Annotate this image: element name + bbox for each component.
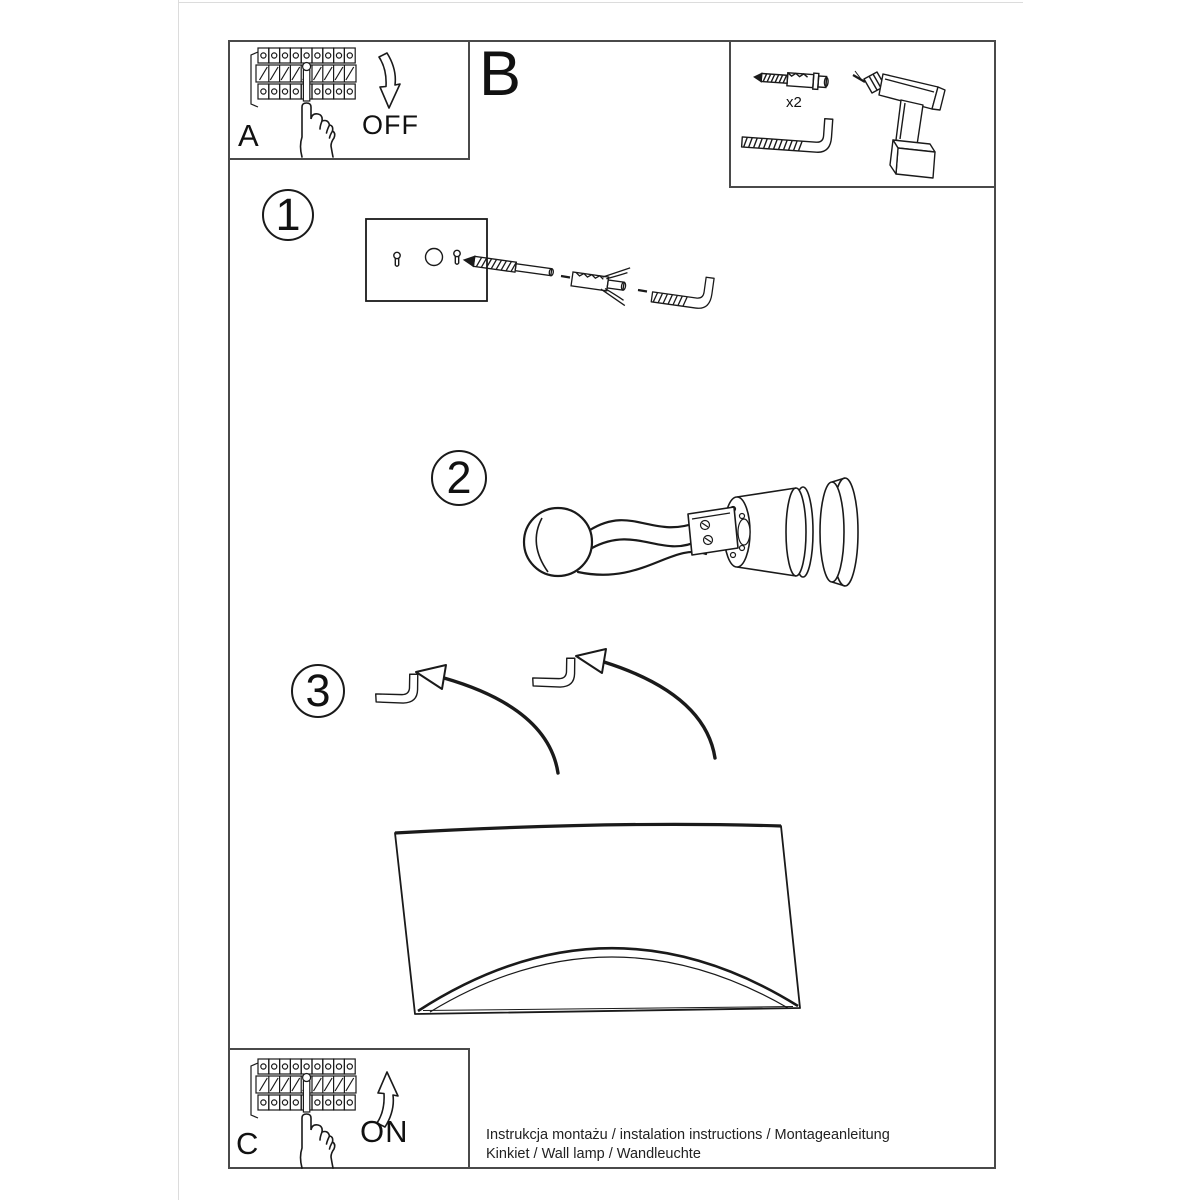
step-1-illustration — [358, 210, 788, 320]
assembly-dash-2 — [638, 290, 647, 292]
screw-icon — [463, 255, 554, 277]
page-edge-left — [178, 0, 179, 1200]
quantity-label: x2 — [786, 94, 802, 111]
cordless-drill-icon — [853, 71, 945, 178]
step-3-badge — [291, 664, 345, 718]
page-edge-top — [178, 2, 1023, 3]
wall-plug-anchor-icon — [754, 69, 829, 90]
hook-screw-icon — [742, 113, 833, 153]
hook-screw-icon — [375, 674, 419, 705]
step-2-number: 2 — [446, 452, 472, 503]
circuit-breaker-panel-icon — [251, 48, 356, 107]
pointing-hand-icon — [301, 103, 335, 157]
footer-title-line-2: Kinkiet / Wall lamp / Wandleuchte — [486, 1146, 701, 1162]
parts-illustration — [733, 43, 996, 187]
step-1-number: 1 — [275, 189, 301, 240]
power-off-label: OFF — [362, 110, 419, 140]
wires-drawing — [578, 520, 706, 575]
wall-plug-icon — [569, 260, 630, 305]
assembly-dash-1 — [561, 276, 570, 278]
wall-lamp-illustration — [388, 818, 818, 1023]
step-3-illustration — [352, 646, 782, 778]
step-2-illustration — [512, 462, 872, 590]
section-a-label: A — [238, 118, 259, 153]
section-b-label: B — [479, 39, 522, 109]
footer-title-line-1: Instrukcja montażu / instalation instructions / Montageanleitung — [486, 1127, 890, 1143]
hook-screw-icon — [651, 270, 714, 310]
circuit-breaker-panel-icon — [251, 1059, 356, 1118]
hook-screw-icon — [532, 658, 576, 689]
power-on-label: ON — [360, 1114, 409, 1149]
lamp-socket-icon — [688, 478, 858, 586]
rotate-arrow-icon — [576, 649, 715, 758]
step-2-badge — [431, 450, 487, 506]
step-1-badge — [262, 189, 314, 241]
pointing-hand-icon — [301, 1114, 335, 1168]
section-c-label: C — [236, 1126, 259, 1161]
step-3-number: 3 — [305, 665, 331, 716]
wire-loop-icon — [524, 508, 592, 576]
